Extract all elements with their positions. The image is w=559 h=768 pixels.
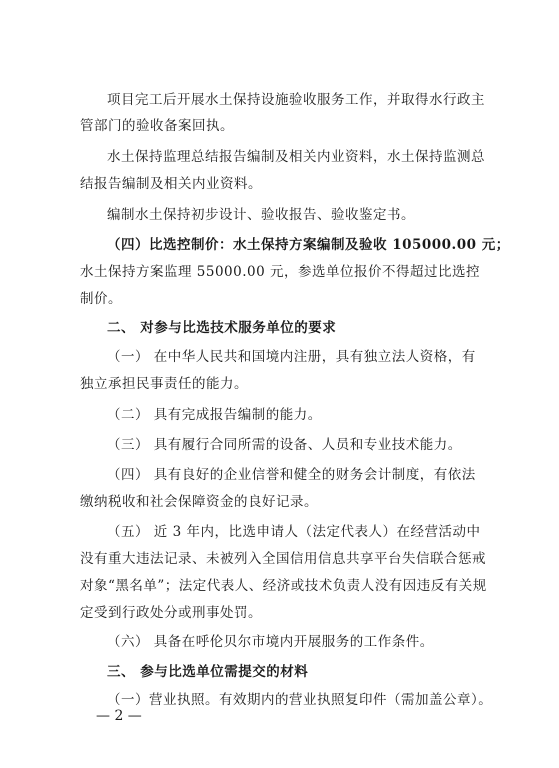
- requirement-line: （一） 在中华人民共和国境内注册，具有独立法人资格，有: [107, 349, 476, 365]
- price-line: 制价。: [80, 291, 122, 307]
- section-heading: 二、 对参与比选技术服务单位的要求: [107, 320, 337, 336]
- requirement-line: 缴纳税收和社会保障资金的良好记录。: [80, 494, 318, 510]
- requirement-line: （三） 具有履行合同所需的设备、人员和专业技术能力。: [107, 437, 462, 453]
- requirement-line: （二） 具有完成报告编制的能力。: [107, 407, 322, 423]
- requirement-line: （五） 近 3 年内，比选申请人（法定代表人）在经营活动中: [107, 524, 481, 540]
- price-line: 水土保持方案监理 55000.00 元，参选单位报价不得超过比选控: [80, 264, 480, 280]
- paragraph-line: 水土保持监理总结报告编制及相关内业资料，水土保持监测总: [107, 149, 485, 165]
- paragraph-line: 项目完工后开展水土保持设施验收服务工作，并取得水行政主: [107, 92, 485, 108]
- paragraph-line: 编制水土保持初步设计、验收报告、验收鉴定书。: [107, 207, 415, 223]
- requirement-line: 独立承担民事责任的能力。: [80, 376, 248, 392]
- page-number: — 2 —: [96, 708, 142, 724]
- paragraph-line: 管部门的验收备案回执。: [80, 118, 234, 134]
- paragraph-line: 结报告编制及相关内业资料。: [80, 176, 262, 192]
- price-line: （四）比选控制价：水土保持方案编制及验收 105000.00 元；: [107, 237, 510, 253]
- requirement-line: （四） 具有良好的企业信誉和健全的财务会计制度，有依法: [107, 467, 476, 483]
- requirement-line: 没有重大违法记录、未被列入全国信用信息共享平台失信联合惩戒: [80, 551, 486, 567]
- requirement-line: （六） 具备在呼伦贝尔市境内开展服务的工作条件。: [107, 634, 434, 650]
- section-heading: 三、 参与比选单位需提交的材料: [107, 664, 309, 680]
- material-line: （一）营业执照。有效期内的营业执照复印件（需加盖公章）。: [107, 692, 493, 708]
- requirement-line: 对象“黑名单”；法定代表人、经济或技术负责人没有因违反有关规: [80, 578, 487, 594]
- requirement-line: 定受到行政处分或刑事处罚。: [80, 605, 262, 621]
